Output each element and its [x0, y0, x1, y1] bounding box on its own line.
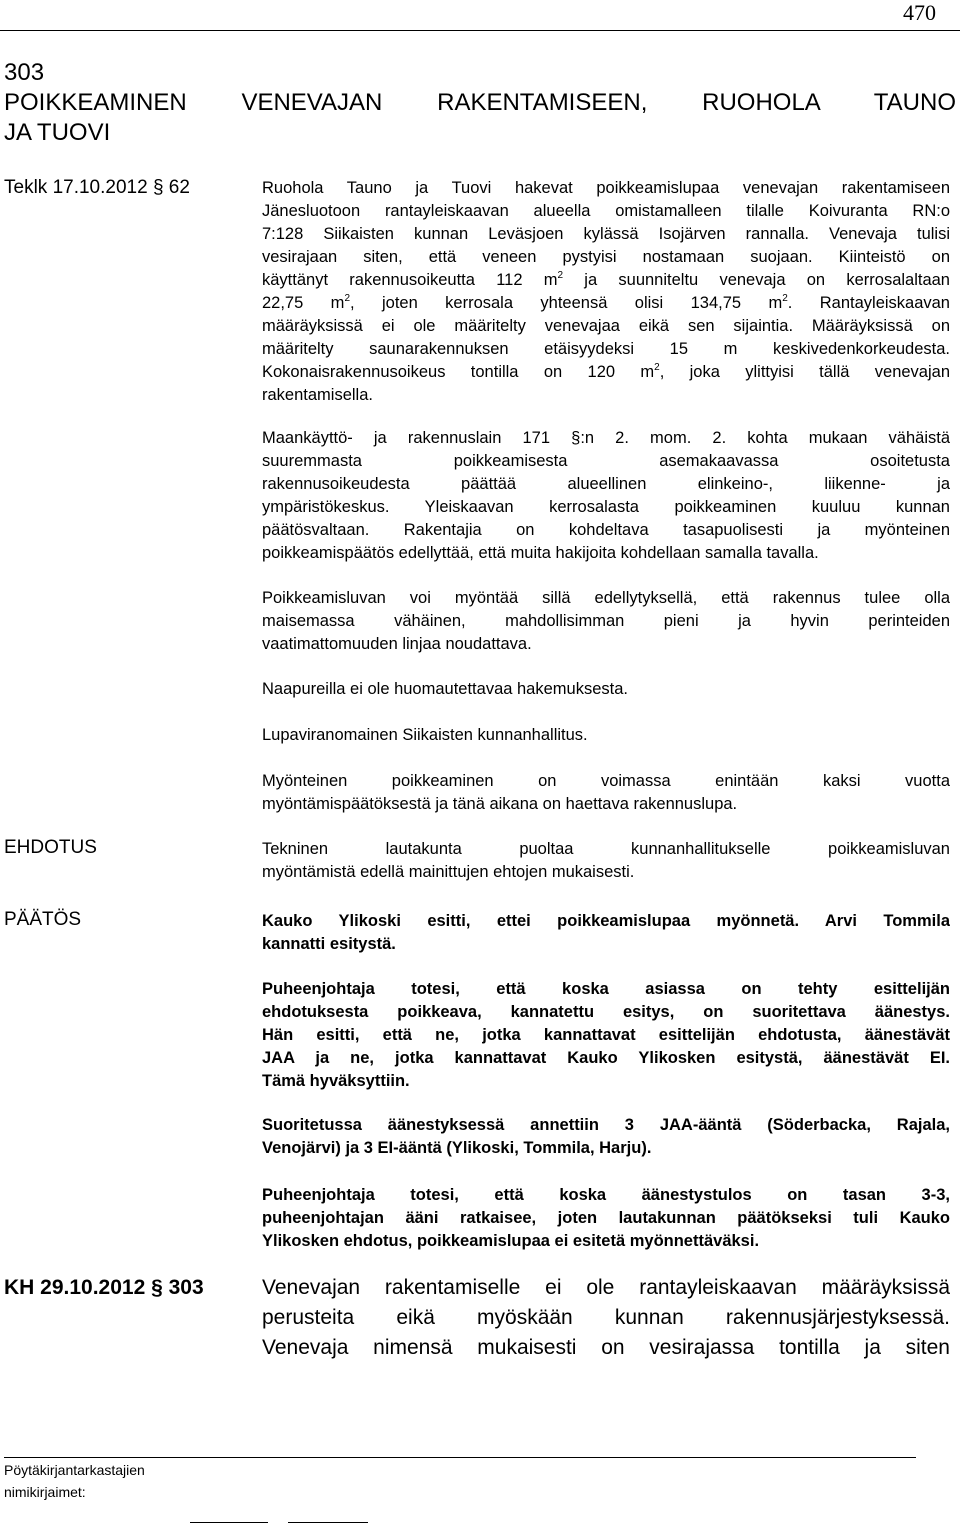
initials-line-1 — [190, 1522, 268, 1523]
text-line: päätösvaltaan. Rakentajia on kohdeltava tasapuolisesti ja myönteinen — [262, 521, 950, 539]
kh-label: KH 29.10.2012 § 303 — [4, 1276, 204, 1299]
text-line: Naapureilla ei ole huomautettavaa hakemuksesta. — [262, 680, 628, 698]
footer-rule — [4, 1457, 916, 1458]
teklk-paragraph — [262, 177, 950, 407]
text-line: Hän esitti, että ne, jotka kannattavat esittelijän ehdotusta, äänestävät — [262, 1026, 950, 1044]
header-rule — [0, 30, 960, 31]
text-line: maisemassa vähäinen, mahdollisimman pieni ja hyvin perinteiden — [262, 612, 950, 630]
text-line: Kokonaisrakennusoikeus tontilla on 120 $m^2$, joka ylittyisi tällä venevajan — [262, 362, 950, 381]
text-line: kannatti esitystä. — [262, 935, 396, 953]
kh-paragraph — [262, 1273, 950, 1363]
text-line: Ruohola Tauno ja Tuovi hakevat poikkeamislupaa venevajan rakentamiseen — [262, 179, 950, 197]
ehdotus-label: EHDOTUS — [4, 837, 97, 858]
text-line: Jänesluotoon rantayleiskaavan alueella omistamalleen tilalle Koivuranta RN:o — [262, 202, 950, 220]
text-line: määritelty saunarakennuksen etäisyydeksi 15 m keskivedenkorkeudesta. — [262, 340, 950, 358]
title-line-1: POIKKEAMINEN VENEVAJAN RAKENTAMISEEN, RUOHOLA TAUNO — [4, 89, 956, 116]
text-line: Maankäyttö- ja rakennuslain 171 §:n 2. mom. 2. kohta mukaan vähäistä — [262, 429, 950, 447]
poikkeamislupa-paragraph — [262, 587, 950, 656]
footer-label-1: Pöytäkirjantarkastajien — [4, 1462, 145, 1478]
footer-label-2: nimikirjaimet: — [4, 1484, 86, 1500]
title-line-2: JA TUOVI — [4, 119, 111, 146]
ehdotus-paragraph — [262, 838, 950, 884]
text-line: käyttänyt rakennusoikeutta 112 $m^2$ ja suunniteltu venevaja on kerrosalaltaan — [262, 270, 950, 289]
text-line: määräyksissä ei ole määritelty venevajaa eikä sen sijaintia. Määräyksissä on — [262, 317, 950, 335]
title-number: 303 — [4, 59, 45, 86]
text-line: Ylikosken ehdotus, poikkeamislupaa ei esitetä myönnettäväksi. — [262, 1232, 760, 1250]
text-line: Puheenjohtaja totesi, että koska äänestystulos on tasan 3-3, — [262, 1186, 950, 1204]
teklk-label: Teklk 17.10.2012 § 62 — [4, 177, 190, 198]
text-line: Venevajan rakentamiselle ei ole rantayleiskaavan määräyksissä — [262, 1276, 950, 1299]
text-line: vaatimattomuuden linjaa noudattava. — [262, 635, 532, 653]
text-line: Myönteinen poikkeaminen on voimassa enintään kaksi vuotta — [262, 772, 950, 790]
section-title — [4, 58, 956, 148]
lupaviranomainen-paragraph — [262, 724, 950, 747]
paatos-paragraph-3 — [262, 1114, 950, 1160]
text-line: perusteita eikä myöskään kunnan rakennusjärjestyksessä. — [262, 1306, 950, 1329]
text-line: JAA ja ne, jotka kannattavat Kauko Ylikosken esitystä, äänestävät EI. — [262, 1049, 950, 1067]
paatos-label: PÄÄTÖS — [4, 909, 82, 930]
text-line: puheenjohtajan ääni ratkaisee, joten lautakunnan päätökseksi tuli Kauko — [262, 1209, 950, 1227]
text-line: Tekninen lautakunta puoltaa kunnanhallitukselle poikkeamisluvan — [262, 840, 950, 858]
text-line: Puheenjohtaja totesi, että koska asiassa on tehty esittelijän — [262, 980, 950, 998]
text-line: Poikkeamisluvan voi myöntää sillä edellytyksellä, että rakennus tulee olla — [262, 589, 950, 607]
text-line: Suoritetussa äänestyksessä annettiin 3 JAA-ääntä (Söderbacka, Rajala, — [262, 1116, 950, 1134]
text-line: myöntämistä edellä mainittujen ehtojen mukaisesti. — [262, 863, 635, 881]
paatos-paragraph-1 — [262, 910, 950, 956]
text-line: Lupaviranomainen Siikaisten kunnanhallitus. — [262, 726, 588, 744]
text-line: myöntämispäätöksestä ja tänä aikana on haettava rakennuslupa. — [262, 795, 738, 813]
text-line: 22,75 $m^2$, joten kerrosala yhteensä olisi 134,75 $m^2$. Rantayleiskaavan — [262, 293, 950, 312]
initials-line-2 — [288, 1522, 368, 1523]
voimassa-paragraph — [262, 770, 950, 816]
text-line: Venevaja nimensä mukaisesti on vesirajassa tontilla ja siten — [262, 1336, 950, 1359]
paatos-paragraph-2 — [262, 978, 950, 1093]
text-line: Kauko Ylikoski esitti, ettei poikkeamislupaa myönnetä. Arvi Tommila — [262, 912, 950, 930]
paatos-paragraph-4 — [262, 1184, 950, 1253]
naapurit-paragraph — [262, 678, 950, 701]
text-line: 7:128 Siikaisten kunnan Leväsjoen kylässä Isojärven rannalla. Venevaja tulisi — [262, 225, 950, 243]
text-line: Venojärvi) ja 3 EI-ääntä (Ylikoski, Tommila, Harju). — [262, 1139, 652, 1157]
mrl-paragraph — [262, 427, 950, 565]
text-line: ympäristökeskus. Yleiskaavan kerrosalasta poikkeaminen kuuluu kunnan — [262, 498, 950, 516]
text-line: poikkeamispäätös edellyttää, että muita hakijoita kohdellaan samalla tavalla. — [262, 544, 819, 562]
text-line: Tämä hyväksyttiin. — [262, 1072, 410, 1090]
text-line: ehdotuksesta poikkeava, kannatettu esitys, on suoritettava äänestys. — [262, 1003, 950, 1021]
text-line: suuremmasta poikkeamisesta asemakaavassa osoitetusta — [262, 452, 950, 470]
text-line: rakentamisella. — [262, 386, 373, 404]
text-line: rakennusoikeudesta päättää alueellinen elinkeino-, liikenne- ja — [262, 475, 950, 493]
page-number: 470 — [903, 0, 936, 25]
text-line: vesirajaan siten, että veneen pystyisi nostamaan suojaan. Kiinteistö on — [262, 248, 950, 266]
